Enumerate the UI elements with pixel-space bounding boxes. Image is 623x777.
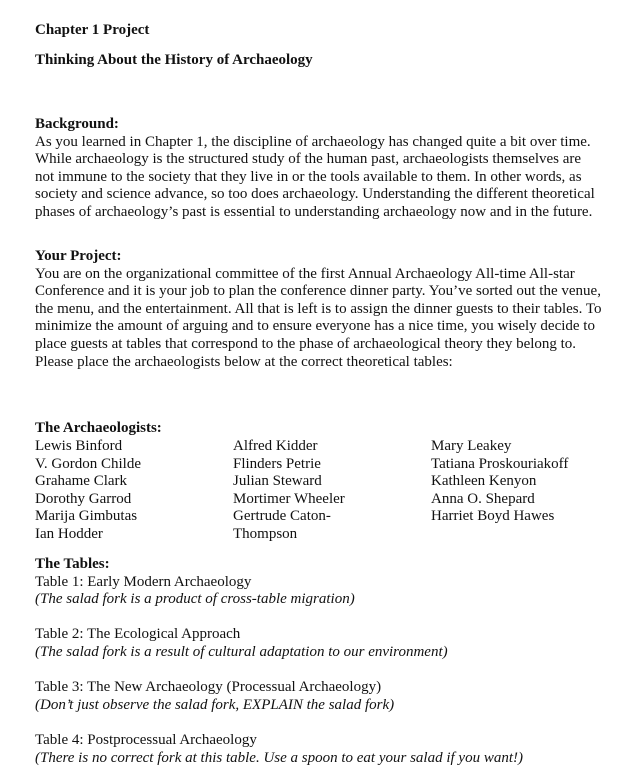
archaeologist-name: Marija Gimbutas: [35, 508, 138, 525]
archaeologist-column-2: [233, 438, 345, 544]
background-heading: Background:: [35, 116, 119, 132]
tables-heading: The Tables:: [35, 556, 110, 572]
archaeologist-name: Anna O. Shepard: [431, 490, 535, 507]
background-paragraph: As you learned in Chapter 1, the discipline of archaeology has changed quite a bit over time. While archaeology is the structured study of the human past, archaeologists themselves are not immune to the society that they live in or the tools available to them. In other words, as society and science advance, so too does archaeology. Understanding the different theoretical phases of archaeology’s past is essential to understanding archaeology now and in the future.: [35, 133, 595, 220]
archaeologist-name: Harriet Boyd Hawes: [431, 508, 555, 525]
table-3-name: Table 3: The New Archaeology (Processual Archaeology): [35, 679, 382, 696]
archaeologist-column-3: [431, 438, 568, 526]
archaeologist-name: Julian Steward: [233, 473, 322, 490]
archaeologist-name: Flinders Petrie: [233, 455, 321, 472]
archaeologist-name: Tatiana Proskouriakoff: [431, 455, 569, 472]
archaeologist-name: Kathleen Kenyon: [431, 473, 537, 490]
archaeologist-name: Mary Leakey: [431, 438, 512, 454]
archaeologist-name: Dorothy Garrod: [35, 490, 132, 507]
table-2-note: (The salad fork is a result of cultural adaptation to our environment): [35, 644, 448, 660]
project-heading: Your Project:: [35, 248, 122, 264]
table-4-name: Table 4: Postprocessual Archaeology: [35, 732, 257, 748]
archaeologist-column-1: [35, 438, 141, 544]
table-4-note: (There is no correct fork at this table. Use a spoon to eat your salad if you want!): [35, 749, 524, 766]
archaeologist-name: V. Gordon Childe: [35, 455, 141, 472]
archaeologist-name: Ian Hodder: [35, 525, 103, 542]
archaeologist-name: Lewis Binford: [35, 438, 123, 454]
archaeologist-name: Thompson: [233, 525, 298, 542]
chapter-heading: Chapter 1 Project: [35, 22, 150, 38]
archaeologist-name: Alfred Kidder: [233, 438, 318, 454]
table-1-note: (The salad fork is a product of cross-table migration): [35, 591, 355, 608]
table-1-name: Table 1: Early Modern Archaeology: [35, 573, 252, 590]
archaeologist-name: Mortimer Wheeler: [233, 490, 345, 507]
page-title: Thinking About the History of Archaeology: [35, 52, 313, 68]
project-paragraph: You are on the organizational committee of the first Annual Archaeology All-time All-star Conference and it is your job to plan the conference dinner party. You’ve sorted out the venue, the menu, and the entertainment. All that is left is to assign the dinner guests to their tables. To minimize the amount of arguing and to ensure everyone has a nice time, you wisely decide to place guests at tables that correspond to the phase of archaeological theory they belong to. Please place the archaeologists below at the correct theoretical tables:: [35, 265, 602, 370]
table-3-note: (Don’t just observe the salad fork, EXPLAIN the salad fork): [35, 696, 395, 713]
archaeologists-heading: The Archaeologists:: [35, 420, 162, 436]
archaeologist-name: Grahame Clark: [35, 473, 128, 490]
table-2-name: Table 2: The Ecological Approach: [35, 626, 241, 643]
archaeologist-name: Gertrude Caton-: [233, 508, 331, 525]
